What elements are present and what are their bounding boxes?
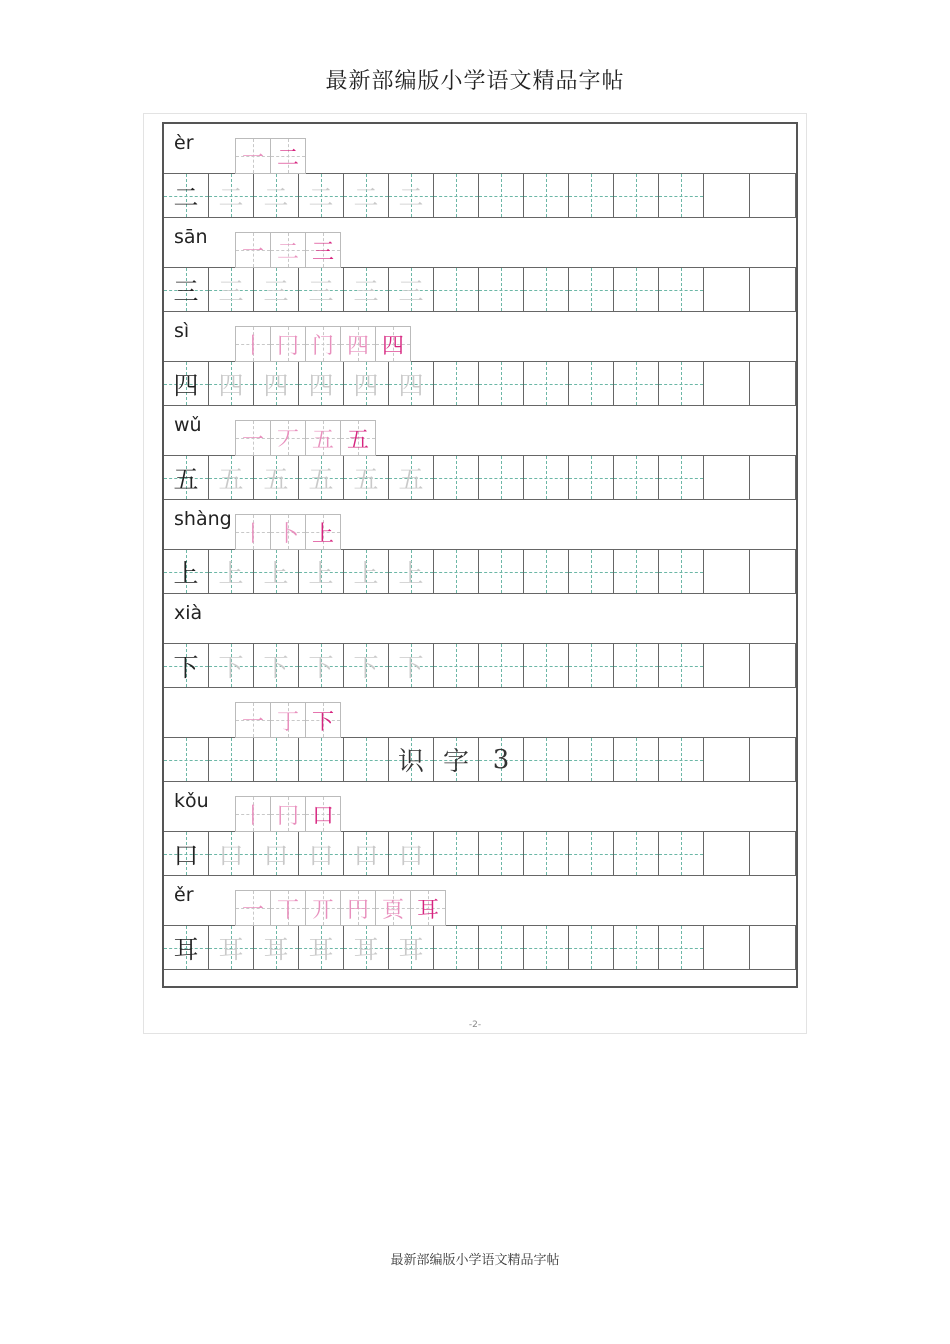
char-cells <box>164 644 796 687</box>
pinyin-row <box>164 688 796 738</box>
practice-cell[interactable] <box>254 738 299 781</box>
trace-char: 口 <box>263 840 289 870</box>
page-title: 最新部编版小学语文精品字帖 <box>325 69 625 94</box>
model-char: 四 <box>173 370 199 400</box>
practice-cell[interactable] <box>704 738 750 781</box>
model-char: 上 <box>173 558 199 588</box>
stroke-glyph: 円 <box>346 897 369 923</box>
practice-cell[interactable] <box>299 644 344 687</box>
stroke-glyph: 丨 <box>241 333 264 359</box>
stroke-glyph: 二 <box>276 145 299 171</box>
stroke-step <box>305 514 341 550</box>
practice-cell[interactable] <box>344 456 389 499</box>
trace-char: 五 <box>308 464 334 494</box>
stroke-glyph: 一 <box>241 145 264 171</box>
trace-char: 口 <box>353 840 379 870</box>
practice-cell[interactable] <box>299 362 344 405</box>
char-row <box>164 174 796 218</box>
lesson-heading-char: 3 <box>492 744 510 775</box>
practice-cell[interactable] <box>479 362 524 405</box>
trace-char: 下 <box>218 652 244 682</box>
trace-char: 口 <box>308 840 334 870</box>
practice-cell[interactable] <box>614 362 659 405</box>
model-char: 口 <box>173 840 199 870</box>
practice-cell[interactable] <box>704 644 750 687</box>
pinyin-row <box>164 312 796 362</box>
practice-cell[interactable] <box>659 268 704 311</box>
stroke-glyph: 冂 <box>276 333 299 359</box>
stroke-order <box>236 514 341 550</box>
stroke-glyph: 五 <box>311 427 334 453</box>
stroke-step <box>235 702 271 738</box>
stroke-step <box>305 702 341 738</box>
practice-cell[interactable] <box>209 738 254 781</box>
practice-cell[interactable] <box>659 362 704 405</box>
practice-cell[interactable] <box>299 550 344 593</box>
practice-cell[interactable] <box>704 926 750 969</box>
practice-cell[interactable] <box>254 362 299 405</box>
stroke-glyph: 冂 <box>276 803 299 829</box>
stroke-step <box>305 890 341 926</box>
stroke-step <box>305 420 341 456</box>
lesson-heading-char: 识 <box>397 747 424 777</box>
trace-char: 五 <box>398 464 424 494</box>
stroke-glyph: 上 <box>311 521 334 547</box>
practice-cell[interactable] <box>569 738 614 781</box>
stroke-glyph: 丁 <box>276 709 299 735</box>
practice-cell[interactable] <box>344 268 389 311</box>
practice-cell[interactable] <box>569 644 614 687</box>
practice-cell[interactable] <box>164 832 209 875</box>
char-cells <box>164 738 796 781</box>
practice-cell[interactable] <box>209 926 254 969</box>
pinyin-label: shàng <box>174 508 232 530</box>
trace-char: 下 <box>308 652 334 682</box>
practice-cell[interactable] <box>704 456 750 499</box>
practice-cell[interactable] <box>704 362 750 405</box>
practice-cell[interactable] <box>434 456 479 499</box>
trace-char: 上 <box>353 558 379 588</box>
practice-cell[interactable] <box>750 738 796 781</box>
stroke-step <box>305 326 341 362</box>
practice-cell[interactable] <box>209 456 254 499</box>
stroke-step <box>270 232 306 268</box>
practice-cell[interactable] <box>659 832 704 875</box>
model-char: 三 <box>173 276 199 306</box>
pinyin-label: xià <box>174 602 203 624</box>
trace-char: 耳 <box>353 934 379 964</box>
stroke-step <box>235 420 271 456</box>
char-cells <box>164 550 796 593</box>
practice-cell[interactable] <box>209 362 254 405</box>
stroke-order <box>236 702 341 738</box>
practice-cell[interactable] <box>209 644 254 687</box>
trace-char: 五 <box>263 464 289 494</box>
practice-cell[interactable] <box>524 738 569 781</box>
practice-cell[interactable] <box>344 550 389 593</box>
char-row <box>164 268 796 312</box>
stroke-glyph: 门 <box>311 333 334 359</box>
practice-cell[interactable] <box>524 174 569 217</box>
practice-cell[interactable] <box>164 456 209 499</box>
practice-cell[interactable] <box>479 456 524 499</box>
practice-cell[interactable] <box>614 832 659 875</box>
practice-cell[interactable] <box>750 268 796 311</box>
practice-cell[interactable] <box>344 644 389 687</box>
stroke-step <box>270 796 306 832</box>
stroke-step <box>270 702 306 738</box>
char-cells <box>164 362 796 405</box>
stroke-step <box>270 138 306 174</box>
practice-cell[interactable] <box>434 268 479 311</box>
trace-char: 耳 <box>308 934 334 964</box>
practice-cell[interactable] <box>209 174 254 217</box>
trace-char: 三 <box>398 276 424 306</box>
stroke-glyph: 下 <box>311 709 334 735</box>
stroke-glyph: 二 <box>276 239 299 265</box>
char-cells <box>164 456 796 499</box>
practice-cell[interactable] <box>524 832 569 875</box>
practice-cell[interactable] <box>164 362 209 405</box>
trace-char: 下 <box>263 652 289 682</box>
stroke-step <box>270 890 306 926</box>
trace-char: 三 <box>308 276 334 306</box>
practice-cell[interactable] <box>659 456 704 499</box>
model-char: 下 <box>173 652 199 682</box>
practice-cell[interactable] <box>299 738 344 781</box>
practice-cell[interactable] <box>569 926 614 969</box>
stroke-step <box>305 232 341 268</box>
practice-cell[interactable] <box>434 174 479 217</box>
practice-grid <box>162 122 798 988</box>
practice-cell[interactable] <box>614 550 659 593</box>
practice-cell[interactable] <box>524 362 569 405</box>
char-row <box>164 550 796 594</box>
pinyin-row <box>164 124 796 174</box>
pinyin-label: wǔ <box>174 414 202 436</box>
char-row <box>164 832 796 876</box>
practice-cell[interactable] <box>434 738 479 781</box>
practice-cell[interactable] <box>704 832 750 875</box>
model-char: 二 <box>173 182 199 212</box>
stroke-step <box>340 890 376 926</box>
practice-cell[interactable] <box>299 268 344 311</box>
practice-cell[interactable] <box>164 268 209 311</box>
practice-cell[interactable] <box>389 362 434 405</box>
pinyin-label: sì <box>174 320 190 342</box>
practice-cell[interactable] <box>434 362 479 405</box>
trace-char: 上 <box>218 558 244 588</box>
char-cells <box>164 926 796 969</box>
practice-cell[interactable] <box>344 362 389 405</box>
practice-cell[interactable] <box>524 268 569 311</box>
stroke-glyph: 三 <box>311 239 334 265</box>
practice-cell[interactable] <box>569 456 614 499</box>
practice-cell[interactable] <box>434 926 479 969</box>
stroke-glyph: 丆 <box>276 427 299 453</box>
practice-cell[interactable] <box>254 268 299 311</box>
practice-cell[interactable] <box>344 738 389 781</box>
trace-char: 上 <box>308 558 334 588</box>
pinyin-row <box>164 782 796 832</box>
practice-cell[interactable] <box>344 832 389 875</box>
practice-cell[interactable] <box>524 550 569 593</box>
practice-cell[interactable] <box>389 832 434 875</box>
stroke-step <box>270 514 306 550</box>
practice-cell[interactable] <box>434 832 479 875</box>
practice-cell[interactable] <box>389 268 434 311</box>
practice-cell[interactable] <box>209 268 254 311</box>
trace-char: 口 <box>398 840 424 870</box>
stroke-order <box>236 232 341 268</box>
trace-char: 二 <box>218 182 244 212</box>
trace-char: 耳 <box>218 934 244 964</box>
practice-cell[interactable] <box>479 926 524 969</box>
stroke-glyph: 一 <box>241 427 264 453</box>
pinyin-label: kǒu <box>174 790 209 812</box>
practice-cell[interactable] <box>524 456 569 499</box>
trace-char: 四 <box>398 370 424 400</box>
char-row <box>164 926 796 970</box>
practice-cell[interactable] <box>299 926 344 969</box>
practice-cell[interactable] <box>614 268 659 311</box>
stroke-step <box>270 326 306 362</box>
char-row <box>164 362 796 406</box>
trace-char: 上 <box>398 558 424 588</box>
pinyin-row <box>164 876 796 926</box>
trace-char: 下 <box>398 652 424 682</box>
trace-char: 口 <box>218 840 244 870</box>
practice-cell[interactable] <box>254 550 299 593</box>
practice-cell[interactable] <box>254 832 299 875</box>
practice-cell[interactable] <box>299 174 344 217</box>
practice-cell[interactable] <box>569 832 614 875</box>
lesson-heading-char: 字 <box>442 747 469 777</box>
practice-cell[interactable] <box>704 174 750 217</box>
stroke-order <box>236 420 376 456</box>
practice-cell[interactable] <box>569 362 614 405</box>
stroke-glyph: 丨 <box>241 803 264 829</box>
practice-cell[interactable] <box>750 832 796 875</box>
practice-cell[interactable] <box>479 738 524 781</box>
trace-char: 五 <box>353 464 379 494</box>
practice-cell[interactable] <box>164 738 209 781</box>
practice-cell[interactable] <box>479 644 524 687</box>
stroke-glyph: 四 <box>346 333 369 359</box>
model-char: 耳 <box>173 934 199 964</box>
char-row <box>164 738 796 782</box>
practice-cell[interactable] <box>209 550 254 593</box>
stroke-glyph: 四 <box>381 333 404 359</box>
practice-cell[interactable] <box>254 644 299 687</box>
stroke-step <box>340 326 376 362</box>
stroke-step <box>235 514 271 550</box>
stroke-step <box>235 232 271 268</box>
stroke-step <box>410 890 446 926</box>
practice-cell[interactable] <box>389 926 434 969</box>
trace-char: 三 <box>218 276 244 306</box>
pinyin-row <box>164 406 796 456</box>
stroke-glyph: 耳 <box>416 897 439 923</box>
practice-cell[interactable] <box>299 456 344 499</box>
practice-cell[interactable] <box>614 174 659 217</box>
char-cells <box>164 268 796 311</box>
practice-cell[interactable] <box>569 268 614 311</box>
trace-char: 二 <box>398 182 424 212</box>
practice-cell[interactable] <box>750 550 796 593</box>
char-row <box>164 644 796 688</box>
practice-cell[interactable] <box>704 550 750 593</box>
stroke-step <box>375 326 411 362</box>
trace-char: 五 <box>218 464 244 494</box>
trace-char: 四 <box>263 370 289 400</box>
pinyin-row <box>164 218 796 268</box>
practice-cell[interactable] <box>659 738 704 781</box>
trace-char: 三 <box>263 276 289 306</box>
practice-cell[interactable] <box>254 926 299 969</box>
practice-cell[interactable] <box>479 174 524 217</box>
practice-cell[interactable] <box>389 738 434 781</box>
stroke-glyph: 丅 <box>276 897 299 923</box>
practice-cell[interactable] <box>524 644 569 687</box>
trace-char: 二 <box>353 182 379 212</box>
stroke-step <box>235 326 271 362</box>
char-cells <box>164 832 796 875</box>
stroke-step <box>270 420 306 456</box>
trace-char: 二 <box>308 182 334 212</box>
stroke-glyph: 一 <box>241 239 264 265</box>
stroke-glyph: 五 <box>346 427 369 453</box>
practice-cell[interactable] <box>750 456 796 499</box>
practice-cell[interactable] <box>344 926 389 969</box>
practice-cell[interactable] <box>750 362 796 405</box>
practice-cell[interactable] <box>614 644 659 687</box>
stroke-glyph: 卜 <box>276 521 299 547</box>
char-row <box>164 456 796 500</box>
pinyin-row <box>164 594 796 644</box>
practice-cell[interactable] <box>750 926 796 969</box>
practice-cell[interactable] <box>750 174 796 217</box>
practice-cell[interactable] <box>434 550 479 593</box>
stroke-step <box>340 420 376 456</box>
page-number: -2- <box>468 1020 482 1030</box>
practice-cell[interactable] <box>434 644 479 687</box>
pinyin-label: sān <box>174 226 208 248</box>
practice-cell[interactable] <box>704 268 750 311</box>
trace-char: 四 <box>218 370 244 400</box>
practice-cell[interactable] <box>389 550 434 593</box>
stroke-order <box>236 796 341 832</box>
practice-cell[interactable] <box>479 268 524 311</box>
practice-cell[interactable] <box>659 926 704 969</box>
stroke-step <box>235 138 271 174</box>
practice-cell[interactable] <box>299 832 344 875</box>
stroke-order <box>236 890 446 926</box>
practice-cell[interactable] <box>164 644 209 687</box>
practice-cell[interactable] <box>209 832 254 875</box>
practice-cell[interactable] <box>389 644 434 687</box>
pinyin-row <box>164 500 796 550</box>
practice-cell[interactable] <box>254 456 299 499</box>
stroke-step <box>305 796 341 832</box>
trace-char: 下 <box>353 652 379 682</box>
practice-cell[interactable] <box>164 926 209 969</box>
stroke-glyph: 丨 <box>241 521 264 547</box>
stroke-glyph: 一 <box>241 709 264 735</box>
pinyin-label: èr <box>174 132 194 154</box>
practice-cell[interactable] <box>614 738 659 781</box>
practice-cell[interactable] <box>164 550 209 593</box>
practice-cell[interactable] <box>614 456 659 499</box>
trace-char: 四 <box>353 370 379 400</box>
footer-text: 最新部编版小学语文精品字帖 <box>390 1253 560 1268</box>
stroke-glyph: 頁 <box>381 897 404 923</box>
practice-cell[interactable] <box>344 174 389 217</box>
stroke-step <box>375 890 411 926</box>
stroke-glyph: 一 <box>241 897 264 923</box>
trace-char: 四 <box>308 370 334 400</box>
stroke-step <box>235 796 271 832</box>
practice-cell[interactable] <box>164 174 209 217</box>
stroke-glyph: 口 <box>311 803 334 829</box>
trace-char: 上 <box>263 558 289 588</box>
practice-cell[interactable] <box>614 926 659 969</box>
stroke-order <box>236 326 411 362</box>
char-cells <box>164 174 796 217</box>
practice-cell[interactable] <box>659 550 704 593</box>
practice-cell[interactable] <box>254 174 299 217</box>
practice-cell[interactable] <box>569 174 614 217</box>
trace-char: 二 <box>263 182 289 212</box>
model-char: 五 <box>173 464 199 494</box>
practice-cell[interactable] <box>659 174 704 217</box>
stroke-order <box>236 138 306 174</box>
practice-cell[interactable] <box>479 550 524 593</box>
practice-cell[interactable] <box>569 550 614 593</box>
trace-char: 三 <box>353 276 379 306</box>
trace-char: 耳 <box>398 934 424 964</box>
practice-cell[interactable] <box>659 644 704 687</box>
pinyin-label: ěr <box>174 884 194 906</box>
stroke-glyph: 丌 <box>311 897 334 923</box>
practice-cell[interactable] <box>479 832 524 875</box>
practice-cell[interactable] <box>524 926 569 969</box>
trace-char: 耳 <box>263 934 289 964</box>
practice-cell[interactable] <box>389 456 434 499</box>
practice-cell[interactable] <box>389 174 434 217</box>
stroke-step <box>235 890 271 926</box>
practice-cell[interactable] <box>750 644 796 687</box>
